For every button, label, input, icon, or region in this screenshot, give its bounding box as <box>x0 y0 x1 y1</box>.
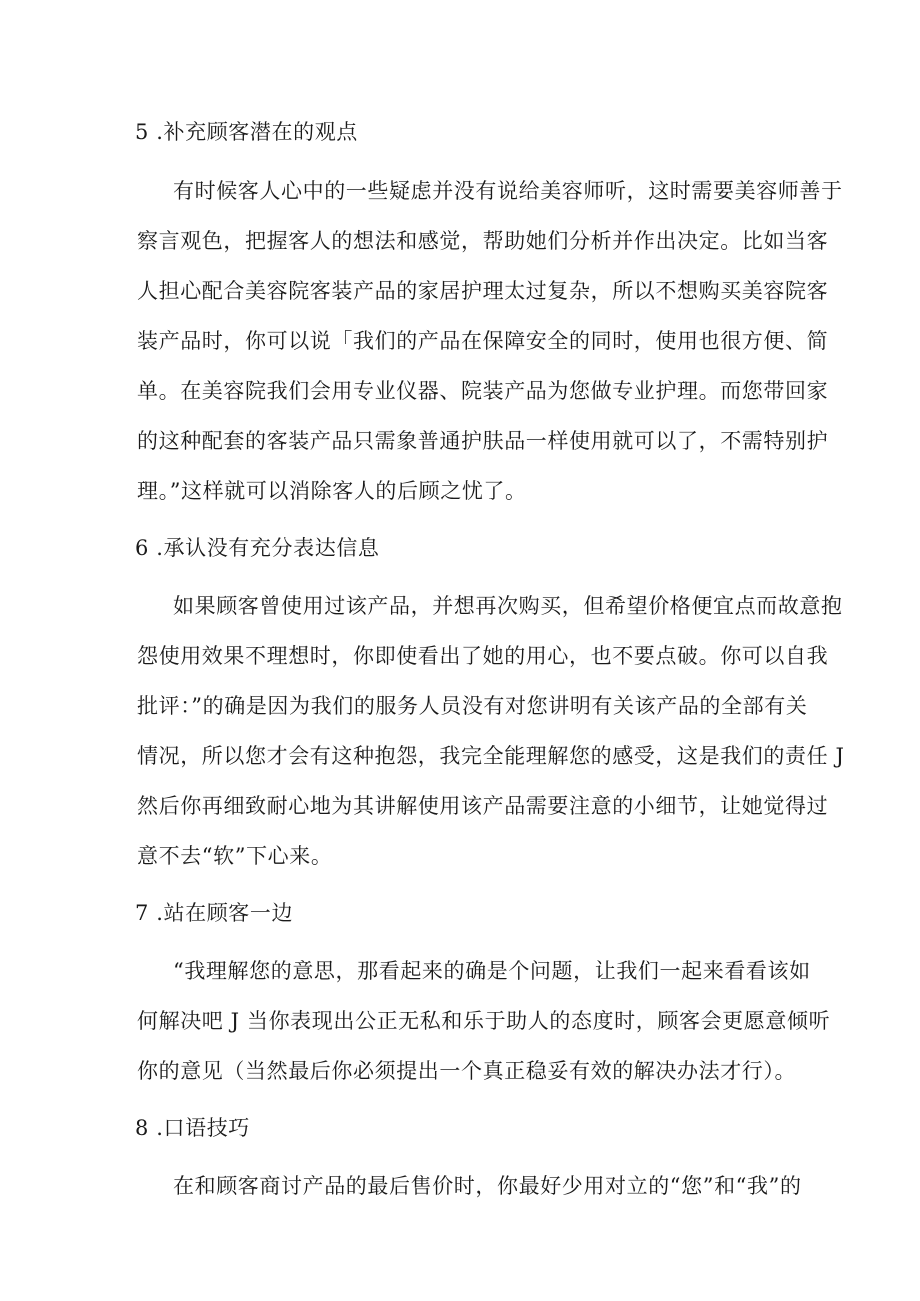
paragraph-line: 装产品时，你可以说「我们的产品在保障安全的同时，使用也很方便、简 <box>137 329 829 353</box>
paragraph-line: 然后你再细致耐心地为其讲解使用该产品需要注意的小细节，让她觉得过 <box>137 794 829 818</box>
paragraph-line: 情况，所以您才会有这种抱怨，我完全能理解您的感受，这是我们的责任 J <box>137 744 845 768</box>
section-heading-8: 8 .口语技巧 <box>135 1116 250 1140</box>
paragraph-line: 如果顾客曾使用过该产品，并想再次购买，但希望价格便宜点而故意抱 <box>173 594 843 618</box>
paragraph-line: 的这种配套的客装产品只需象普通护肤品一样使用就可以了，不需特别护 <box>137 429 829 453</box>
paragraph-line: 单。在美容院我们会用专业仪器、院装产品为您做专业护理。而您带回家 <box>137 379 829 403</box>
paragraph-line: 何解决吧 J 当你表现出公正无私和乐于助人的态度时，顾客会更愿意倾听 <box>137 1009 831 1033</box>
paragraph-line: 在和顾客商讨产品的最后售价时，你最好少用对立的“您”和“我”的 <box>173 1174 802 1198</box>
paragraph-line: 有时候客人心中的一些疑虑并没有说给美容师听，这时需要美容师善于 <box>173 179 843 203</box>
paragraph-line: 察言观色，把握客人的想法和感觉，帮助她们分析并作出决定。比如当客 <box>137 229 829 253</box>
section-heading-7: 7 .站在顾客一边 <box>135 901 294 925</box>
paragraph-line: 你的意见（当然最后你必须提出一个真正稳妥有效的解决办法才行）。 <box>137 1059 797 1083</box>
paragraph-line: 人担心配合美容院客装产品的家居护理太过复杂，所以不想购买美容院客 <box>137 279 829 303</box>
paragraph-line: 理。”这样就可以消除客人的后顾之忧了。 <box>137 479 527 503</box>
section-heading-5: 5 .补充顾客潜在的观点 <box>135 120 358 144</box>
paragraph-line: “我理解您的意思，那看起来的确是个问题，让我们一起来看看该如 <box>173 959 811 983</box>
paragraph-line: 批评：”的确是因为我们的服务人员没有对您讲明有关该产品的全部有关 <box>137 694 808 718</box>
paragraph-line: 意不去“软”下心来。 <box>137 844 333 868</box>
section-heading-6: 6 .承认没有充分表达信息 <box>135 536 380 560</box>
paragraph-line: 怨使用效果不理想时，你即使看出了她的用心，也不要点破。你可以自我 <box>137 644 829 668</box>
